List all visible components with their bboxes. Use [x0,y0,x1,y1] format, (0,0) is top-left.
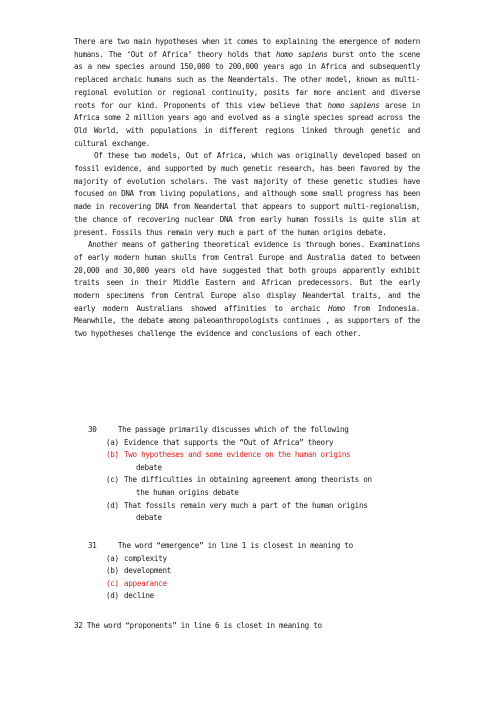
option-label: (c) [106,578,119,588]
question-stem: 32 The word “proponents” in line 6 is closet in meaning to [74,621,322,630]
option-label: (c) [106,475,119,485]
option-text: Evidence that supports the “Out of Africa” theory [124,437,334,447]
question-30 [88,424,424,525]
option-d [88,500,424,513]
italic-term: Homo [328,303,345,313]
option-a [88,437,424,450]
option-b-highlighted [88,449,424,462]
option-d [88,590,424,603]
paragraph-3 [74,239,420,341]
option-continuation: debate [136,462,162,472]
question-stem: 31 The word “emergence” in line 1 is closest in meaning to [88,541,353,550]
text-run: Another means of gathering theoretical evidence is through bones. Examinations of early modern human skulls from Central Europe and Australia dated to between 20,000 and 30,000 years old have suggested that both groups apparently exhibit traits seen in their Middle Eastern and African predecessors. But the early modern specimens from Central Europe also display Neandertal traits, and the early modern Australians showed affinities to archaic [74,240,420,313]
question-32 [74,620,410,633]
option-label: (b) [106,450,119,460]
option-text: complexity [124,553,167,563]
option-label: (b) [106,566,119,576]
option-text: Two hypotheses and some evidence on the human origins [124,450,351,460]
option-text: That fossils remain very much a part of the human origins [124,500,368,510]
option-label: (d) [106,591,119,601]
paragraph-2: Of these two models, Out of Africa, which was originally developed based on fossil evidence, and supported by much genetic research, has been favored by the majority of evolution scholars. The vast majority of these genetic studies have focused on DNA from living populations, and although some small progress has been made in recovering DNA from Neandertal that appears to support multi-regionalism, the chance of recovering nuclear DNA from early human fossils is quite slim at present. Fossils thus remain very much a part of the human origins debate. [74,151,420,237]
text-run: from Indonesia. Meanwhile, the debate among paleoanthropologists continues , as supporters of the two hypotheses challenge the evidence and conclusions of each other. [74,303,420,339]
italic-term: homo sapiens [275,49,328,59]
option-continuation: debate [136,513,162,523]
option-label: (d) [106,500,119,510]
reading-passage [74,36,420,341]
text-run: There are two main hypotheses when it comes to explaining the emergence of modern humans. The ‘Out of Africa’ theory holds that [74,37,420,59]
option-text: appearance [124,578,167,588]
question-31 [88,540,424,603]
text-run: arose in Africa some 2 million years ago and evolved as a single species spread across the Old World, with populations in different regions linked through genetic and cultural exchange. [74,100,420,148]
paragraph-1 [74,36,420,150]
option-text: decline [124,591,154,601]
option-a [88,553,424,566]
question-stem: 30 The passage primarily discusses which of the following [88,425,349,434]
option-text: development [124,566,171,576]
option-b [88,565,424,578]
option-label: (a) [106,437,119,447]
text-run: burst onto the scene as a new species around 150,000 to 200,000 years ago in Africa and subsequently replaced archaic humans such as the Neandertals. The other model, known as multi-regional evolution or regional continuity, posits far more ancient and diverse roots for our kind. Proponents of this view believe that [74,49,420,110]
option-text: The difficulties in obtaining agreement among theorists on [124,475,372,485]
option-label: (a) [106,553,119,563]
option-c-highlighted [88,578,424,591]
option-c [88,474,424,487]
option-continuation: the human origins debate [136,487,239,497]
italic-term: homo sapiens [327,100,380,110]
